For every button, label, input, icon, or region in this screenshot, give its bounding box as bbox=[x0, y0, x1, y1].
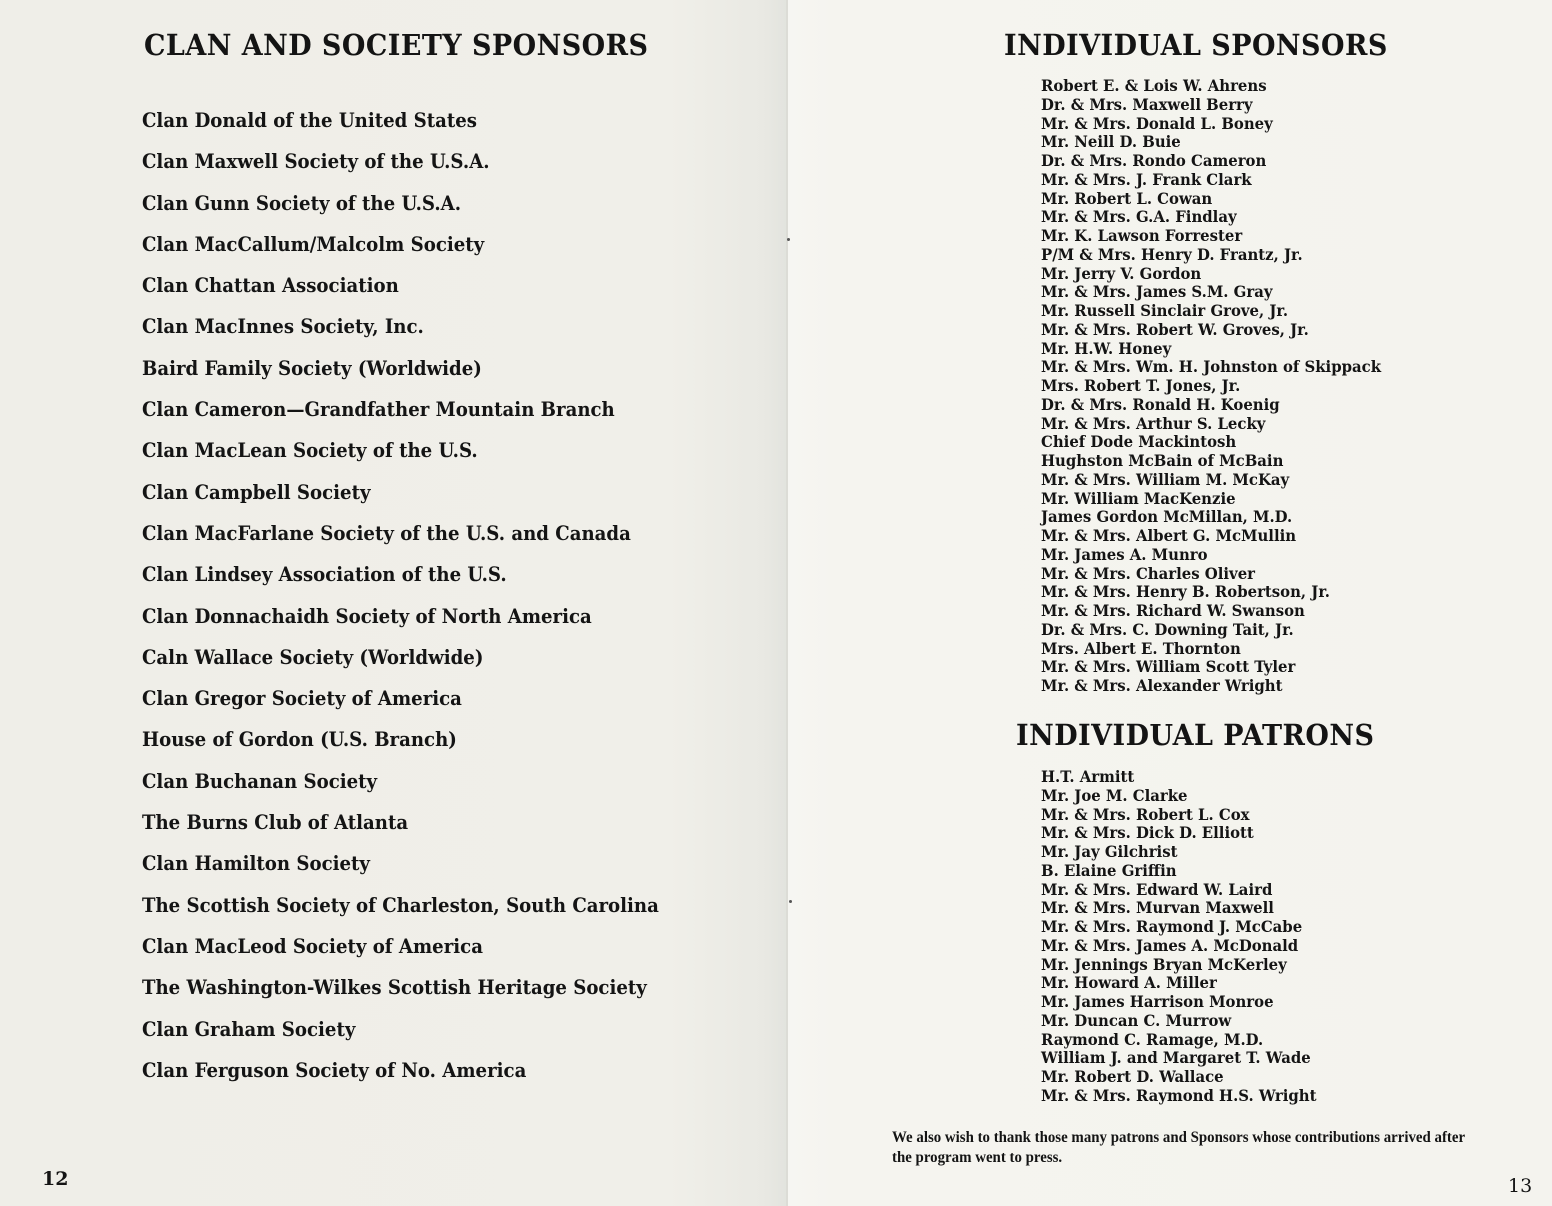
clan-sponsor-item: Clan Donald of the United States bbox=[142, 109, 477, 132]
individual-sponsor-item: Mr. & Mrs. James S.M. Gray bbox=[1041, 282, 1273, 302]
clan-sponsor-item: Baird Family Society (Worldwide) bbox=[142, 356, 482, 380]
clan-sponsor-item: Clan Maxwell Society of the U.S.A. bbox=[142, 150, 490, 174]
individual-patron-item: Mr. Joe M. Clarke bbox=[1041, 785, 1188, 805]
individual-sponsor-item: Dr. & Mrs. C. Downing Tait, Jr. bbox=[1041, 619, 1294, 639]
individual-sponsor-item: Mr. & Mrs. Henry B. Robertson, Jr. bbox=[1041, 582, 1330, 602]
clan-sponsor-item: Clan Hamilton Society bbox=[142, 852, 370, 876]
clan-sponsor-item: Caln Wallace Society (Worldwide) bbox=[142, 645, 484, 669]
individual-sponsor-item: P/M & Mrs. Henry D. Frantz, Jr. bbox=[1041, 244, 1303, 264]
individual-patrons-heading: INDIVIDUAL PATRONS bbox=[1016, 718, 1375, 752]
clan-sponsor-item: The Scottish Society of Charleston, South Carolina bbox=[142, 893, 659, 917]
individual-sponsor-item: Chief Dode Mackintosh bbox=[1041, 432, 1237, 452]
clan-sponsor-item: Clan MacLeod Society of America bbox=[142, 934, 483, 958]
individual-patron-item: Mr. & Mrs. Edward W. Laird bbox=[1041, 879, 1273, 899]
individual-patron-item: William J. and Margaret T. Wade bbox=[1041, 1048, 1311, 1068]
individual-patrons-list bbox=[1041, 768, 1337, 1106]
individual-sponsor-item: Mr. K. Lawson Forrester bbox=[1041, 226, 1243, 245]
clan-sponsor-item: Clan Lindsey Association of the U.S. bbox=[142, 563, 507, 587]
clan-sponsor-item: Clan Graham Society bbox=[142, 1017, 356, 1041]
page-number-right: 13 bbox=[1508, 1175, 1533, 1197]
individual-sponsor-item: Mr. H.W. Honey bbox=[1041, 338, 1172, 358]
individual-patron-item: Mr. & Mrs. Raymond H.S. Wright bbox=[1041, 1085, 1317, 1105]
individual-sponsor-item: Robert E. & Lois W. Ahrens bbox=[1041, 76, 1267, 95]
individual-sponsor-item: Dr. & Mrs. Ronald H. Koenig bbox=[1041, 394, 1280, 414]
individual-patron-item: Mr. & Mrs. Murvan Maxwell bbox=[1041, 898, 1274, 918]
clan-sponsor-item: Clan Gregor Society of America bbox=[142, 687, 462, 711]
individual-sponsor-item: Mr. & Mrs. Robert W. Groves, Jr. bbox=[1041, 319, 1309, 339]
individual-patron-item: Mr. James Harrison Monroe bbox=[1041, 992, 1274, 1011]
individual-sponsor-item: Mr. & Mrs. William Scott Tyler bbox=[1041, 657, 1296, 677]
individual-patron-item: Mr. & Mrs. Dick D. Elliott bbox=[1041, 823, 1254, 843]
individual-sponsor-item: Mr. & Mrs. G.A. Findlay bbox=[1041, 207, 1237, 227]
clan-sponsor-item: Clan Buchanan Society bbox=[142, 769, 378, 793]
individual-sponsor-item: Mr. Russell Sinclair Grove, Jr. bbox=[1041, 301, 1289, 320]
clan-sponsor-item: House of Gordon (U.S. Branch) bbox=[142, 728, 457, 752]
individual-sponsor-item: Mr. & Mrs. Charles Oliver bbox=[1041, 563, 1256, 583]
individual-sponsor-item: Mr. Neill D. Buie bbox=[1041, 132, 1181, 152]
individual-sponsor-item: Mr. & Mrs. Alexander Wright bbox=[1041, 676, 1283, 695]
individual-patron-item: Mr. Jennings Bryan McKerley bbox=[1041, 954, 1287, 974]
individual-patron-item: Mr. Howard A. Miller bbox=[1041, 973, 1217, 993]
individual-patron-item: Mr. Robert D. Wallace bbox=[1041, 1067, 1224, 1086]
clan-sponsors-heading: CLAN AND SOCIETY SPONSORS bbox=[144, 28, 649, 62]
page-number-left: 12 bbox=[42, 1168, 69, 1190]
clan-sponsor-item: Clan Campbell Society bbox=[142, 480, 371, 504]
individual-sponsors-list bbox=[1041, 77, 1407, 696]
individual-sponsor-item: Mr. Jerry V. Gordon bbox=[1041, 263, 1202, 283]
page-gutter bbox=[786, 0, 788, 1206]
clan-sponsor-item: The Burns Club of Atlanta bbox=[142, 811, 409, 835]
clan-sponsor-item: The Washington-Wilkes Scottish Heritage Society bbox=[142, 976, 647, 1000]
individual-sponsor-item: Mr. & Mrs. Donald L. Boney bbox=[1041, 113, 1273, 133]
individual-sponsor-item: Mr. & Mrs. Wm. H. Johnston of Skippack bbox=[1041, 357, 1382, 377]
individual-sponsor-item: Dr. & Mrs. Rondo Cameron bbox=[1041, 151, 1267, 170]
clan-sponsor-item: Clan MacCallum/Malcolm Society bbox=[142, 232, 485, 256]
clan-sponsor-item: Clan MacLean Society of the U.S. bbox=[142, 439, 478, 463]
individual-sponsor-item: Mr. Robert L. Cowan bbox=[1041, 188, 1213, 208]
individual-sponsor-item: Mr. & Mrs. Arthur S. Lecky bbox=[1041, 413, 1266, 433]
individual-sponsor-item: Mr. William MacKenzie bbox=[1041, 488, 1236, 508]
clan-sponsor-item: Clan Chattan Association bbox=[142, 274, 399, 298]
individual-sponsor-item: Mrs. Robert T. Jones, Jr. bbox=[1041, 376, 1241, 395]
individual-sponsor-item: Mr. & Mrs. J. Frank Clark bbox=[1041, 169, 1252, 189]
individual-patron-item: Mr. Jay Gilchrist bbox=[1041, 842, 1178, 861]
individual-patron-item: H.T. Armitt bbox=[1041, 767, 1135, 786]
clan-sponsor-item: Clan MacInnes Society, Inc. bbox=[142, 315, 424, 339]
clan-sponsor-item: Clan Ferguson Society of No. America bbox=[142, 1058, 527, 1082]
individual-sponsor-item: Mrs. Albert E. Thornton bbox=[1041, 638, 1241, 658]
individual-sponsor-item: Mr. & Mrs. Albert G. McMullin bbox=[1041, 526, 1297, 545]
clan-sponsor-item: Clan MacFarlane Society of the U.S. and Canada bbox=[142, 521, 631, 545]
individual-sponsor-item: Mr. & Mrs. Richard W. Swanson bbox=[1041, 601, 1305, 620]
paper-speck bbox=[787, 238, 790, 241]
individual-sponsor-item: James Gordon McMillan, M.D. bbox=[1041, 507, 1293, 527]
individual-patron-item: B. Elaine Griffin bbox=[1041, 860, 1177, 880]
clan-sponsor-item: Clan Gunn Society of the U.S.A. bbox=[142, 191, 462, 215]
clan-sponsor-item: Clan Cameron—Grandfather Mountain Branch bbox=[142, 398, 615, 422]
individual-patron-item: Mr. Duncan C. Murrow bbox=[1041, 1010, 1232, 1030]
individual-sponsor-item: Hughston McBain of McBain bbox=[1041, 451, 1284, 470]
paper-speck bbox=[789, 900, 792, 903]
individual-sponsors-heading: INDIVIDUAL SPONSORS bbox=[1004, 28, 1388, 62]
individual-patron-item: Mr. & Mrs. Raymond J. McCabe bbox=[1041, 917, 1303, 936]
individual-sponsor-item: Dr. & Mrs. Maxwell Berry bbox=[1041, 94, 1253, 114]
individual-sponsor-item: Mr. James A. Munro bbox=[1041, 544, 1208, 564]
clan-sponsor-item: Clan Donnachaidh Society of North America bbox=[142, 604, 592, 628]
individual-patron-item: Raymond C. Ramage, M.D. bbox=[1041, 1029, 1264, 1049]
individual-patron-item: Mr. & Mrs. James A. McDonald bbox=[1041, 935, 1299, 955]
thanks-note: We also wish to thank those many patrons and Sponsors whose contributions arrived after the program went to press. bbox=[892, 1129, 1465, 1166]
clan-sponsors-list bbox=[142, 106, 698, 1097]
individual-sponsor-item: Mr. & Mrs. William M. McKay bbox=[1041, 469, 1290, 489]
individual-patron-item: Mr. & Mrs. Robert L. Cox bbox=[1041, 804, 1250, 824]
